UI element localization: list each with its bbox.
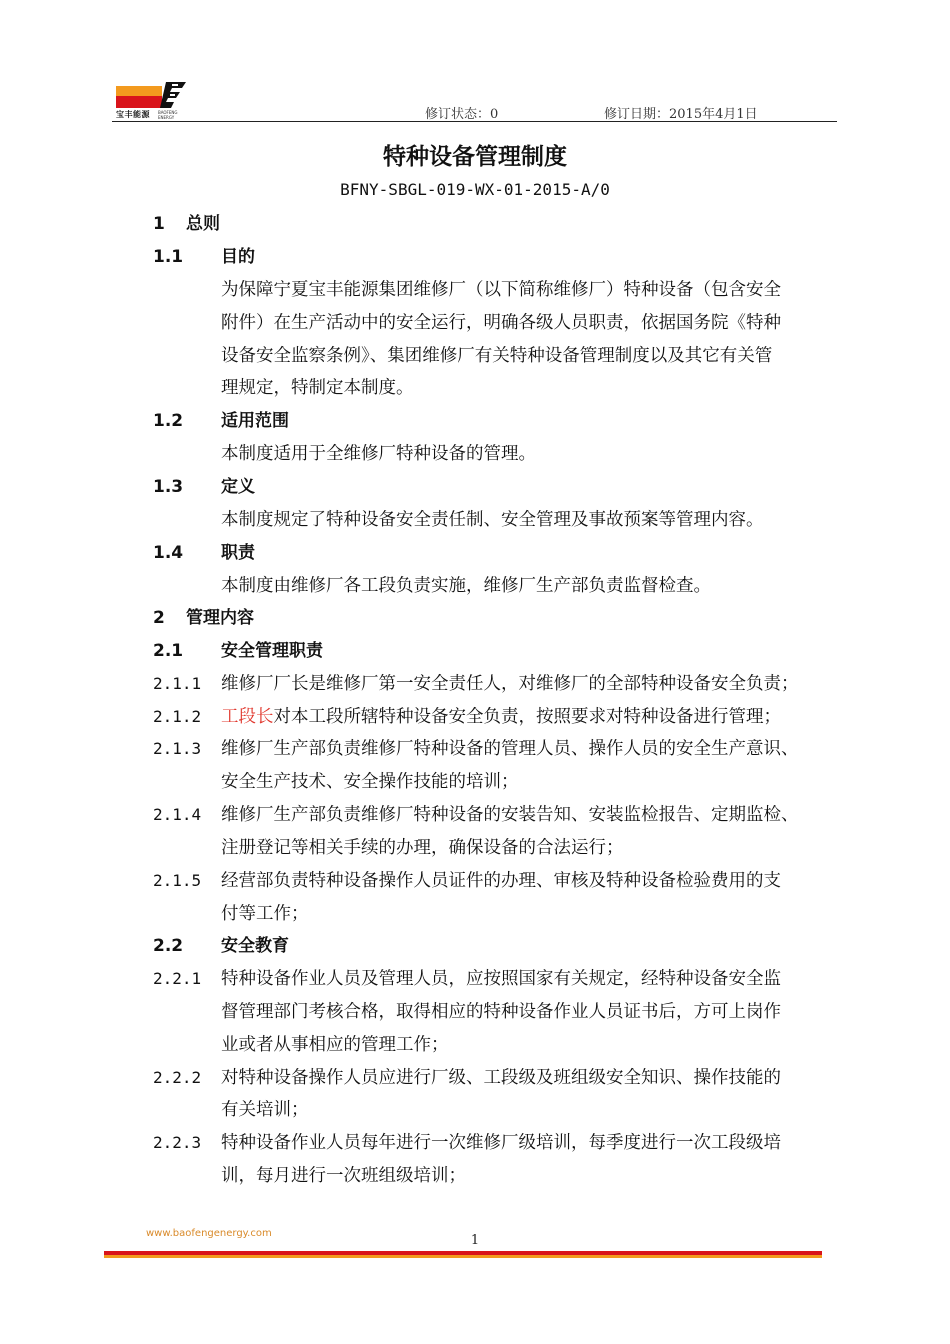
paragraph-line: 训，每月进行一次班组级培训；	[221, 1166, 466, 1186]
paragraph-line: 业或者从事相应的管理工作；	[221, 1035, 449, 1055]
section-heading: 职责	[221, 543, 255, 563]
highlighted-term: 工段长	[221, 707, 274, 727]
paragraph-line: 理规定，特制定本制度。	[221, 378, 414, 398]
paragraph-line: 有关培训；	[221, 1100, 309, 1120]
clause-number: 2.1.4	[153, 805, 202, 824]
section-number: 1.3	[153, 477, 184, 497]
paragraph-line: 注册登记等相关手续的办理，确保设备的合法运行；	[221, 838, 624, 858]
revision-status: 修订状态：0	[425, 107, 499, 122]
paragraph-line: 特种设备作业人员每年进行一次维修厂级培训，每季度进行一次工段级培	[221, 1133, 781, 1153]
paragraph-line: 附件）在生产活动中的安全运行，明确各级人员职责，依据国务院《特种	[221, 313, 781, 333]
section-heading: 目的	[221, 247, 255, 267]
paragraph-line: 为保障宁夏宝丰能源集团维修厂（以下简称维修厂）特种设备（包含安全	[221, 280, 781, 300]
paragraph-line: 安全生产技术、安全操作技能的培训；	[221, 772, 519, 792]
section-number: 2.2	[153, 936, 184, 956]
section-number: 2.1	[153, 641, 184, 661]
section-heading: 适用范围	[221, 411, 289, 431]
logo-orange-bar	[116, 86, 162, 96]
paragraph-line: 本制度由维修厂各工段负责实施，维修厂生产部负责监督检查。	[221, 576, 711, 596]
paragraph-line: 督管理部门考核合格，取得相应的特种设备作业人员证书后，方可上岗作	[221, 1002, 781, 1022]
section-heading: 安全管理职责	[221, 641, 323, 661]
logo-red-bar	[116, 96, 162, 108]
paragraph-line: 设备安全监察条例》、集团维修厂有关特种设备管理制度以及其它有关管	[221, 346, 773, 366]
revision-date: 修订日期：2015年4月1日	[604, 107, 758, 122]
clause-number: 2.2.3	[153, 1133, 202, 1152]
clause-number: 2.2.2	[153, 1068, 202, 1087]
paragraph-line: 经营部负责特种设备操作人员证件的办理、审核及特种设备检验费用的支	[221, 871, 781, 891]
clause-number: 2.1.1	[153, 674, 202, 693]
paragraph-line: 付等工作；	[221, 904, 309, 924]
clause-number: 2.1.3	[153, 739, 202, 758]
clause-number: 2.1.5	[153, 871, 202, 890]
section-heading: 定义	[221, 477, 255, 497]
clause-number: 2.1.2	[153, 707, 202, 726]
logo-mark-icon	[160, 82, 186, 110]
clause-number: 2.2.1	[153, 969, 202, 988]
section-number: 1.1	[153, 247, 184, 267]
document-title: 特种设备管理制度	[383, 144, 567, 170]
paragraph-line: 维修厂生产部负责维修厂特种设备的安装告知、安装监检报告、定期监检、	[221, 805, 799, 825]
paragraph-line	[221, 706, 781, 728]
header-divider	[112, 121, 837, 122]
footer-website-link[interactable]: www.baofengenergy.com	[146, 1228, 272, 1239]
section-number: 2	[153, 608, 165, 628]
company-logo	[116, 82, 188, 120]
section-number: 1	[153, 214, 165, 234]
footer-orange-bar	[104, 1255, 822, 1258]
paragraph-line: 本制度适用于全维修厂特种设备的管理。	[221, 444, 536, 464]
document-code: BFNY-SBGL-019-WX-01-2015-A/0	[340, 180, 610, 199]
paragraph-line: 维修厂厂长是维修厂第一安全责任人，对维修厂的全部特种设备安全负责；	[221, 674, 799, 694]
page-number: 1	[470, 1233, 480, 1248]
paragraph-text: 对本工段所辖特种设备安全负责，按照要求对特种设备进行管理；	[273, 707, 781, 727]
logo-brand-cn: 宝丰能源	[116, 110, 150, 119]
paragraph-line: 特种设备作业人员及管理人员，应按照国家有关规定，经特种设备安全监	[221, 969, 781, 989]
section-heading: 安全教育	[221, 936, 289, 956]
section-heading: 总则	[186, 214, 220, 234]
paragraph-line: 维修厂生产部负责维修厂特种设备的管理人员、操作人员的安全生产意识、	[221, 739, 799, 759]
section-number: 1.4	[153, 543, 184, 563]
paragraph-line: 本制度规定了特种设备安全责任制、安全管理及事故预案等管理内容。	[221, 510, 764, 530]
section-number: 1.2	[153, 411, 184, 431]
logo-brand-en: BAOFENG ENERGY	[158, 110, 178, 120]
paragraph-line: 对特种设备操作人员应进行厂级、工段级及班组级安全知识、操作技能的	[221, 1068, 781, 1088]
section-heading: 管理内容	[186, 608, 254, 628]
